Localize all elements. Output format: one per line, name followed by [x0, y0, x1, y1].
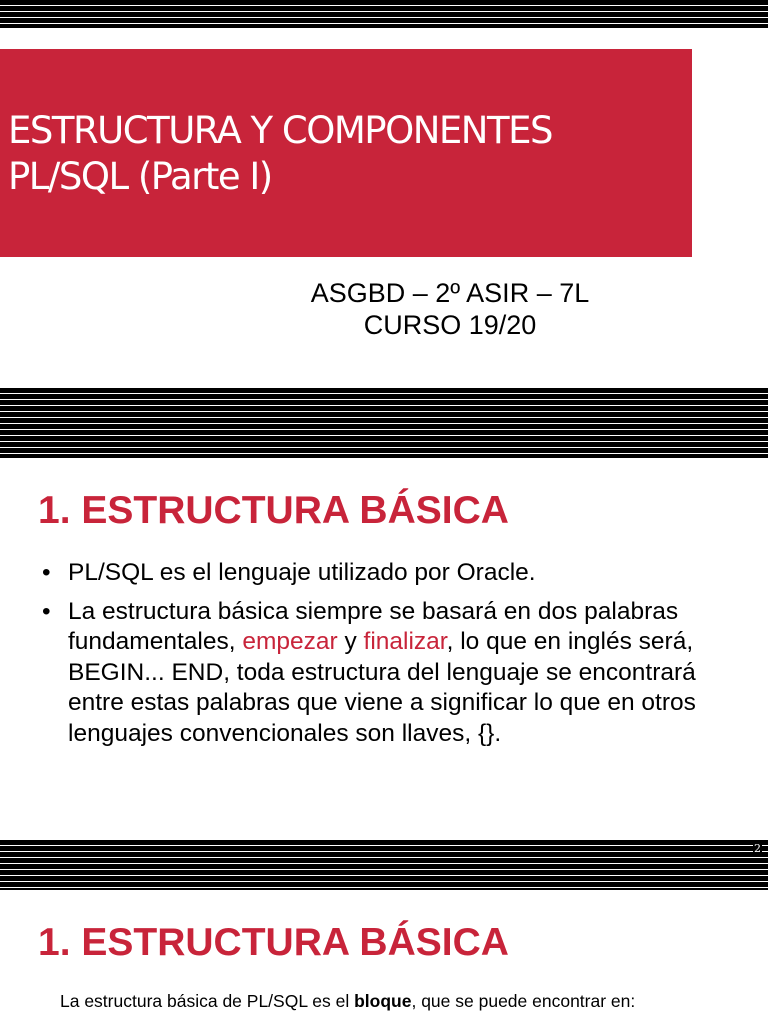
subtitle-course-code: ASGBD – 2º ASIR – 7L	[310, 278, 590, 308]
top-stripe-band	[0, 0, 768, 28]
slide-separator-band	[0, 388, 768, 458]
bullet-marker: •	[42, 559, 51, 586]
intro-bold-term: bloque	[354, 991, 412, 1011]
bullet-text-part: y	[337, 628, 364, 655]
bullet-item	[40, 558, 740, 589]
subtitle-course-year: CURSO 19/20	[363, 310, 537, 340]
bullet-marker: •	[42, 597, 51, 625]
bullet-text-part: La estructura básica siempre se basará en dos palabras fundamentales,	[68, 597, 679, 655]
slide-subtitle	[240, 277, 660, 341]
intro-text-part: La estructura básica de PL/SQL es el	[60, 991, 355, 1011]
section-heading: 1. ESTRUCTURA BÁSICA	[38, 921, 509, 964]
intro-paragraph	[60, 988, 750, 1014]
slide-title-line-1: ESTRUCTURA Y COMPONENTES	[8, 109, 552, 152]
page-number: 2	[754, 842, 761, 855]
bullet-text-part: , lo que en inglés será, BEGIN... END, toda estructura del lenguaje se encontrará entre estas palabras que viene a significar lo que en otros lenguajes convencionales son llaves, {}.	[68, 628, 696, 747]
slide-separator-band	[0, 840, 768, 890]
bullet-item	[40, 597, 740, 750]
bullet-list	[40, 558, 740, 757]
section-heading: 1. ESTRUCTURA BÁSICA	[38, 489, 509, 532]
slide-title-line-2: PL/SQL (Parte I)	[8, 155, 272, 198]
bullet-text: PL/SQL es el lenguaje utilizado por Oracle.	[68, 559, 536, 586]
highlight-keyword: finalizar	[363, 628, 447, 655]
highlight-keyword: empezar	[242, 628, 338, 655]
slide-title	[8, 108, 688, 200]
intro-text-part: , que se puede encontrar en:	[411, 991, 636, 1011]
